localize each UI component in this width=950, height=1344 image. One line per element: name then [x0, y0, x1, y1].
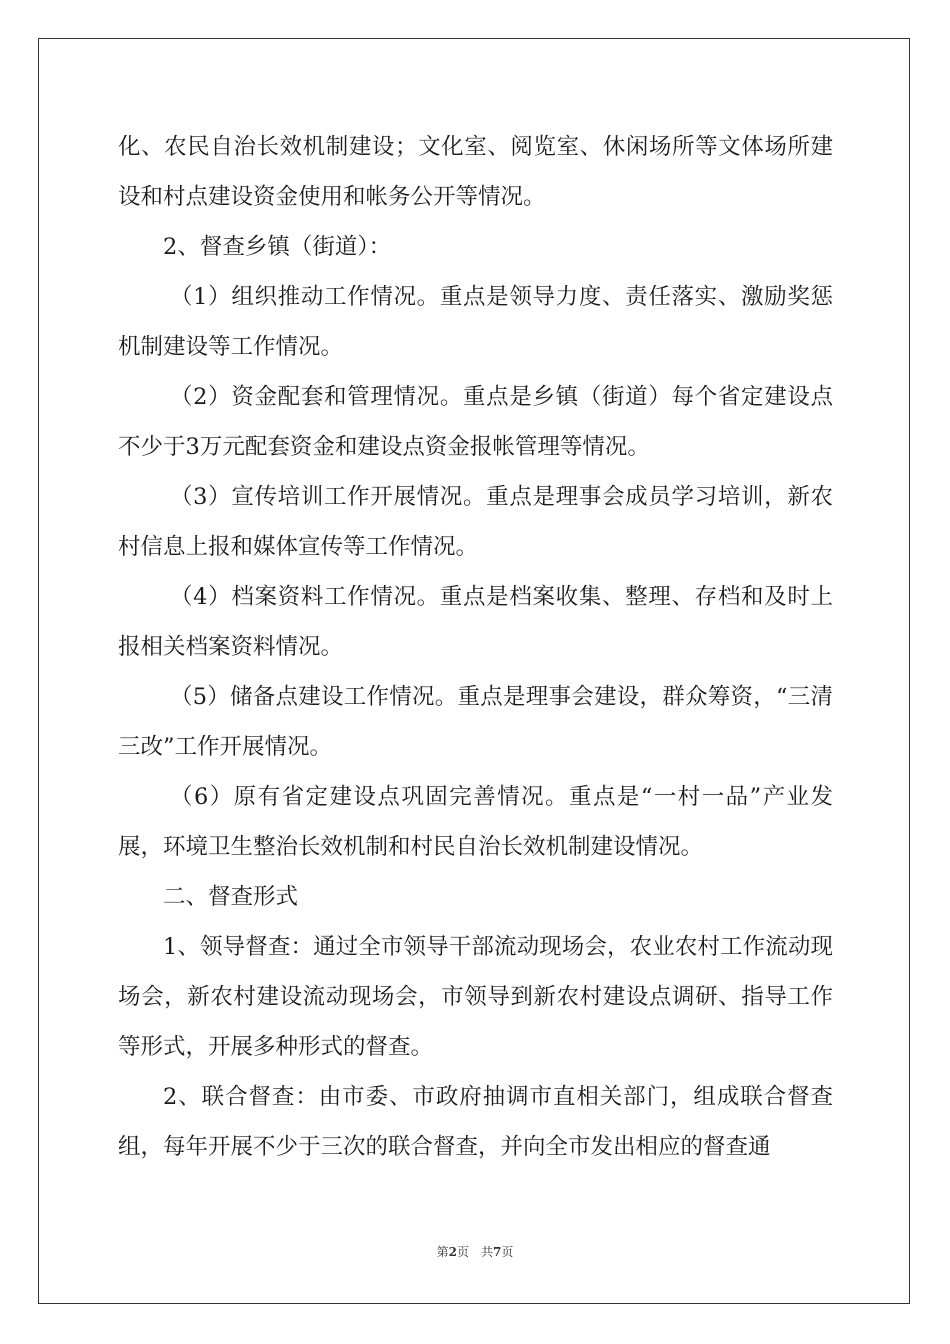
paragraph-continuation: 化、农民自治长效机制建设；文化室、阅览室、休闲场所等文体场所建设和村点建设资金使用和帐务公开等情况。: [118, 134, 833, 210]
page-prefix: 第: [436, 1245, 449, 1259]
paragraph-item-3: （3）宣传培训工作开展情况。重点是理事会成员学习培训，新农村信息上报和媒体宣传等工作情况。: [118, 484, 833, 560]
page-current: 2: [448, 1245, 457, 1259]
paragraph-joint-inspection: 2、联合督查：由市委、市政府抽调市直相关部门，组成联合督查组，每年开展不少于三次的联合督查，并向全市发出相应的督查通: [118, 1084, 833, 1160]
paragraph-item-6: （6）原有省定建设点巩固完善情况。重点是“一村一品”产业发展，环境卫生整治长效机制和村民自治长效机制建设情况。: [118, 784, 833, 860]
paragraph-item-1: （1）组织推动工作情况。重点是领导力度、责任落实、激励奖惩机制建设等工作情况。: [118, 284, 833, 360]
section-heading-forms: 二、督查形式: [163, 884, 299, 910]
page-suffix: 页: [501, 1245, 514, 1259]
page-total: 7: [493, 1245, 502, 1259]
page-mid: 页 共: [456, 1245, 493, 1259]
paragraph-leader-inspection: 1、领导督查：通过全市领导干部流动现场会，农业农村工作流动现场会，新农村建设流动现场会，市领导到新农村建设点调研、指导工作等形式，开展多种形式的督查。: [118, 934, 833, 1060]
paragraph-item-5: （5）储备点建设工作情况。重点是理事会建设，群众筹资，“三清三改”工作开展情况。: [118, 684, 833, 760]
paragraph-item-4: （4）档案资料工作情况。重点是档案收集、整理、存档和及时上报相关档案资料情况。: [118, 584, 833, 660]
page-footer: [0, 1243, 950, 1260]
paragraph-heading-township: 2、督查乡镇（街道）：: [163, 234, 392, 260]
paragraph-item-2: （2）资金配套和管理情况。重点是乡镇（街道）每个省定建设点不少于3万元配套资金和建设点资金报帐管理等情况。: [118, 384, 833, 460]
document-body: [118, 122, 833, 1172]
